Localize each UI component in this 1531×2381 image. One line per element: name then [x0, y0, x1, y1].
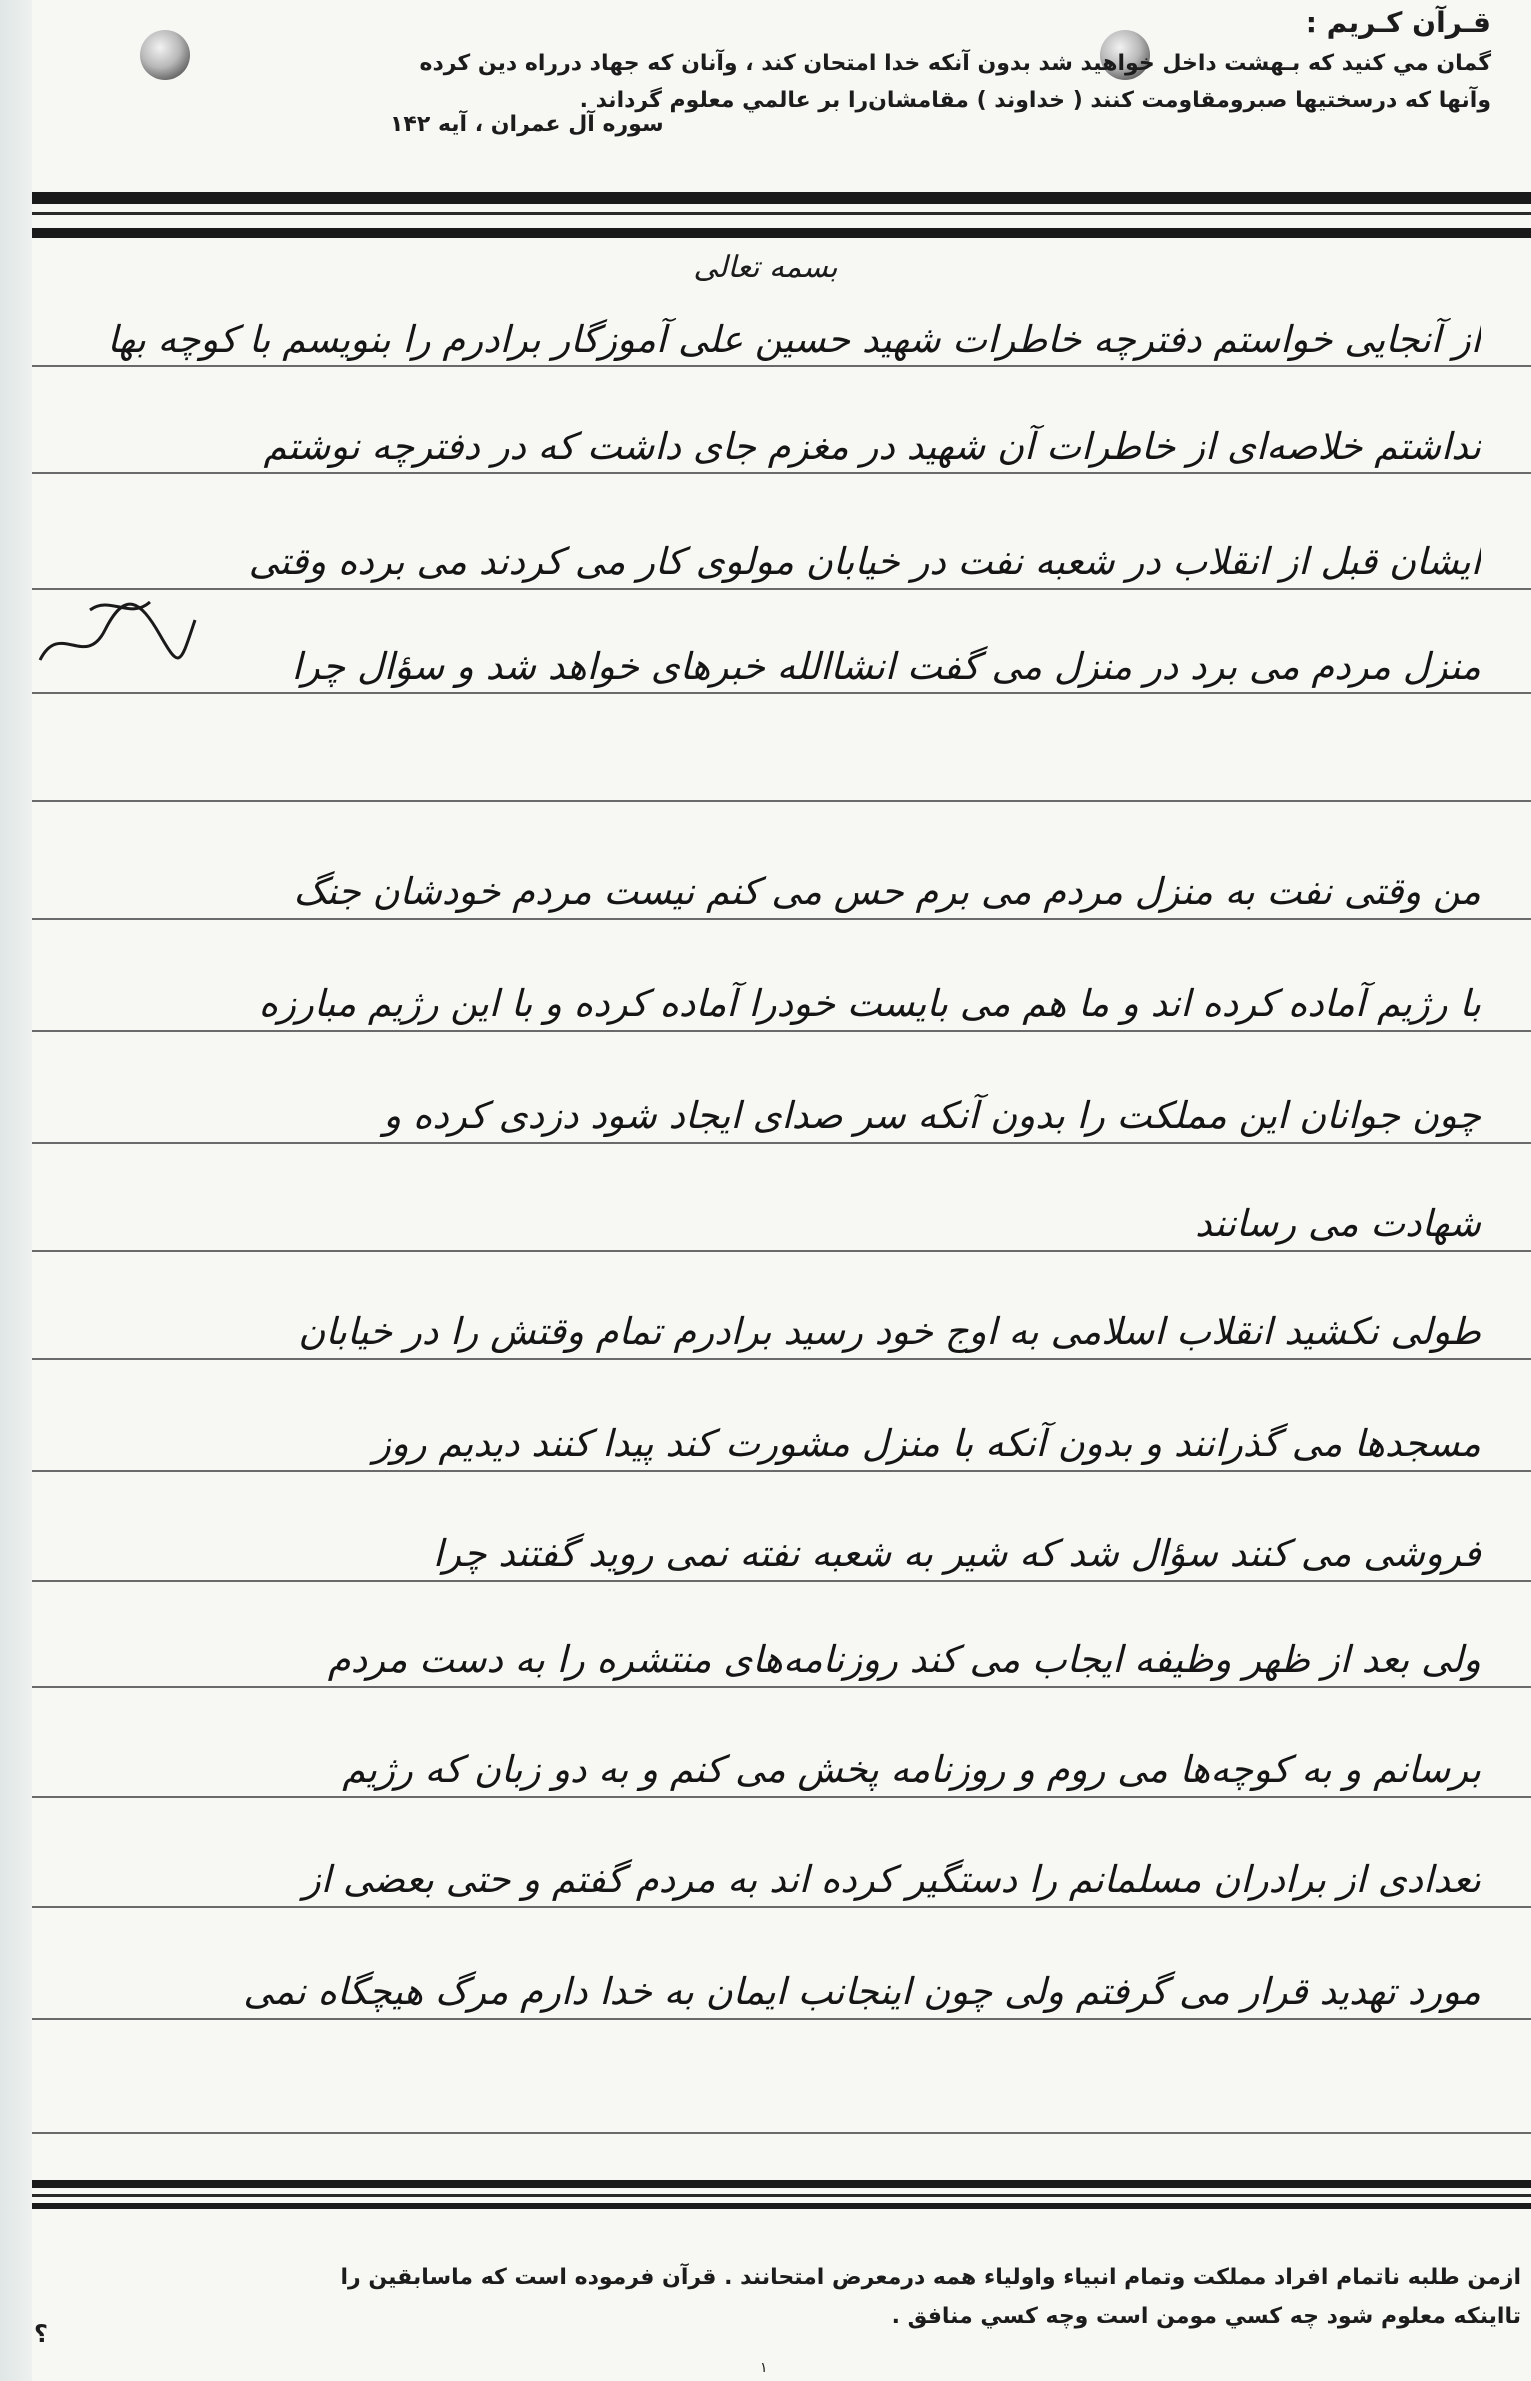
margin-mark: ؟	[34, 2320, 48, 2348]
verse-line-2: وآنها كه درسختيها صبرومقاومت كنند ( خداوند ) مقامشان‌را بر عالمي معلوم گرداند .	[579, 88, 1491, 113]
letter-line-2: نداشتم خلاصه‌اى از خاطرات آن شهيد در مغزم جاى داشت كه در دفترچه نوشتم	[263, 425, 1481, 468]
ruled-line	[32, 1906, 1531, 1908]
ruled-line	[32, 1580, 1531, 1582]
ruled-line	[32, 1358, 1531, 1360]
letter-line-3: ايشان قبل از انقلاب در شعبه نفت در خيابان مولوى كار مى كردند مى برده وقتى	[248, 540, 1481, 583]
ruled-line	[32, 588, 1531, 590]
letter-line-12: فروشى مى كنند سؤال شد كه شير به شعبه نفته نمى رويد گفتند چرا	[432, 1532, 1481, 1575]
letter-line-1: از آنجايى خواستم دفترچه خاطرات شهيد حسين على آموزگار برادرم را بنويسم با كوچه بها	[107, 318, 1481, 361]
letter-line-6: من وقتى نفت به منزل مردم مى برم حس مى كنم نيست مردم خودشان جنگ	[293, 870, 1481, 913]
letter-line-13: ولى بعد از ظهر وظيفه ايجاب مى كند روزنامه‌هاى منتشره را به دست مردم	[327, 1638, 1481, 1681]
ruled-line	[32, 472, 1531, 474]
ruled-line	[32, 1470, 1531, 1472]
footer-line-2: تااينكه معلوم شود چه كسي مومن است وچه كسي منافق .	[891, 2304, 1521, 2329]
letter-line-16: مورد تهديد قرار مى گرفتم ولى چون اينجانب ايمان به خدا دارم مرگ هيچگاه نمى	[243, 1970, 1481, 2013]
letter-line-11: مسجدها مى گذرانند و بدون آنكه با منزل مشورت كند پيدا كنند ديديم روز	[373, 1422, 1481, 1465]
footer-line-1: ازمن طلبه ناتمام افراد مملكت وتمام انبياء واولياء همه درمعرض امتحانند . قرآن فرموده است كه ماسابقين را	[340, 2265, 1521, 2290]
footer-note	[60, 2265, 1521, 2343]
ruled-line	[32, 692, 1531, 694]
ruled-line	[32, 1142, 1531, 1144]
letter-line-9: شهادت مى رسانند	[1195, 1202, 1481, 1245]
ruled-line	[32, 2018, 1531, 2020]
quran-label: قـرآن كـريم :	[1305, 6, 1491, 39]
ruled-line	[32, 918, 1531, 920]
page-number: ۱	[760, 2360, 768, 2376]
page-left-margin	[0, 0, 32, 2381]
footer-divider-thin	[32, 2194, 1531, 2197]
header-divider-thick	[32, 192, 1531, 204]
scribble-annotation-icon	[30, 590, 200, 680]
ruled-line	[32, 2132, 1531, 2134]
letter-line-4: منزل مردم مى برد در منزل مى گفت انشاالله خبرهاى خواهد شد و سؤال چرا	[291, 645, 1481, 688]
ruled-line	[32, 800, 1531, 802]
letter-line-10: طولى نكشيد انقلاب اسلامى به اوج خود رسيد برادرم تمام وقتش را در خيابان	[298, 1310, 1481, 1353]
ruled-line	[32, 1796, 1531, 1798]
verse-line-1: گمان مي كنيد كه بـهشت داخل خواهيد شد بدون آنكه خدا امتحان كند ، وآنان كه جهاد درراه دين كرده	[419, 51, 1491, 76]
header-divider-thick-2	[32, 228, 1531, 238]
letter-line-15: تعدادى از برادران مسلمانم را دستگير كرده اند به مردم گفتم و حتى بعضى از	[302, 1858, 1481, 1901]
letter-line-7: با رژيم آماده كرده اند و ما هم مى بايست خودرا آماده كرده و با اين رژيم مبارزه	[258, 982, 1481, 1025]
footer-divider-thick-2	[32, 2203, 1531, 2209]
letter-title: بسمه تعالى	[693, 250, 838, 285]
ruled-line	[32, 365, 1531, 367]
surah-citation: سوره آل عمران ، آيه ۱۴۲	[390, 112, 664, 137]
letter-line-8: چون جوانان اين مملكت را بدون آنكه سر صداى ايجاد شود دزدى كرده و	[383, 1094, 1481, 1137]
footer-divider-thick	[32, 2180, 1531, 2188]
ruled-line	[32, 1250, 1531, 1252]
ruled-line	[32, 1030, 1531, 1032]
letter-line-14: برسانم و به كوچه‌ها مى روم و روزنامه پخش مى كنم و به دو زبان كه رژيم	[342, 1748, 1481, 1791]
header-divider-thin-1	[32, 212, 1531, 215]
ruled-line	[32, 1686, 1531, 1688]
quran-header	[60, 6, 1491, 113]
